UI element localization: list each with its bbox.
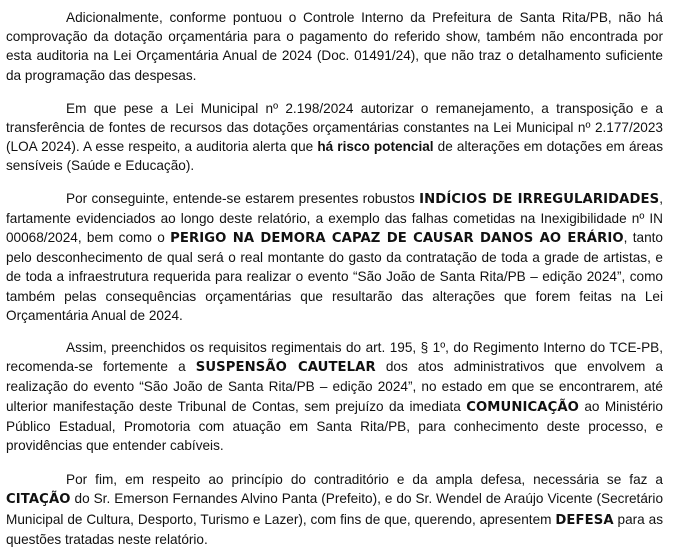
paragraph-text: de alterações em dotações em áreas sensíveis (Saúde e Educação).	[6, 139, 663, 174]
emphasis-indicios-de-irregularidades: INDÍCIOS DE IRREGULARIDADES	[419, 191, 660, 207]
emphasis-comunicacao: COMUNICAÇÃO	[466, 399, 579, 415]
paragraph-text: , fartamente evidenciados ao longo deste relatório, a exemplo das falhas cometidas na Inexigibilidade nº IN 00068/2024, bem como o	[6, 190, 663, 246]
emphasis-citacao: CITAÇÃO	[6, 492, 71, 508]
emphasis-risco-potencial: há risco potencial	[317, 139, 434, 155]
emphasis-perigo-na-demora: PERIGO NA DEMORA CAPAZ DE CAUSAR DANOS AO ERÁRIO	[170, 231, 624, 247]
document-page	[6, 8, 663, 549]
paragraph-text: Assim, preenchidos os requisitos regimentais do art. 195, § 1º, do Regimento Interno do TCE-PB, recomenda-se fortemente a	[6, 340, 663, 375]
paragraph-text: Por fim, em respeito ao princípio do contraditório e da ampla defesa, necessária se faz a	[66, 472, 663, 488]
paragraph-text: dos atos administrativos que envolvem a realização do evento “São João de Santa Rita/PB – edição 2024”, no estado em que se encontrarem, até ulterior manifestação deste Tribunal de Contas, sem prejuízo da imediata	[6, 359, 663, 414]
paragraph-text: , tanto pelo desconhecimento de qual será o real montante do gasto da contratação de toda a grade de artistas, e de toda a infraestrutura requerida para realizar o evento “São João de Santa Rita/PB – edição 2024”, como também pelas consequências orçamentárias que resultarão das alterações que forem feitas na Lei Orçamentária Anual de 2024.	[6, 230, 663, 323]
paragraph-citacao	[6, 470, 663, 549]
emphasis-suspensao-cautelar: SUSPENSÃO CAUTELAR	[195, 360, 376, 376]
emphasis-defesa: DEFESA	[555, 512, 614, 528]
paragraph-dotacao-orcamentaria	[6, 8, 663, 85]
paragraph-text: Em que pese a Lei Municipal nº 2.198/2024 autorizar o remanejamento, a transposição e a transferência de fontes de recursos das dotações orçamentárias constantes na Lei Municipal nº 2.177/2023 (LOA 2024). A esse respeito, a auditoria alerta que	[6, 100, 663, 155]
paragraph-text: ao Ministério Público Estadual, Promotoria com atuação em Santa Rita/PB, para conhecimento deste processo, e providências que entender cabíveis.	[6, 398, 663, 454]
paragraph-suspensao-cautelar	[6, 338, 663, 455]
paragraph-text: do Sr. Emerson Fernandes Alvino Panta (Prefeito), e do Sr. Wendel de Araújo Vicente (Secretário Municipal de Cultura, Desporto, Turismo e Lazer), com fins de que, querendo, apresentem	[6, 491, 663, 527]
paragraph-text: Adicionalmente, conforme pontuou o Controle Interno da Prefeitura de Santa Rita/PB, não há comprovação da dotação orçamentária para o pagamento do referido show, também não encontrada por esta auditoria na Lei Orçamentária Anual de 2024 (Doc. 01491/24), que não traz o detalhamento suficiente da programação das despesas.	[6, 10, 663, 83]
paragraph-text: Por conseguinte, entende-se estarem presentes robustos	[66, 190, 420, 206]
paragraph-lei-municipal	[6, 99, 663, 176]
paragraph-indicios-irregularidades	[6, 189, 663, 325]
paragraph-text: para as questões tratadas neste relatório.	[6, 511, 663, 547]
